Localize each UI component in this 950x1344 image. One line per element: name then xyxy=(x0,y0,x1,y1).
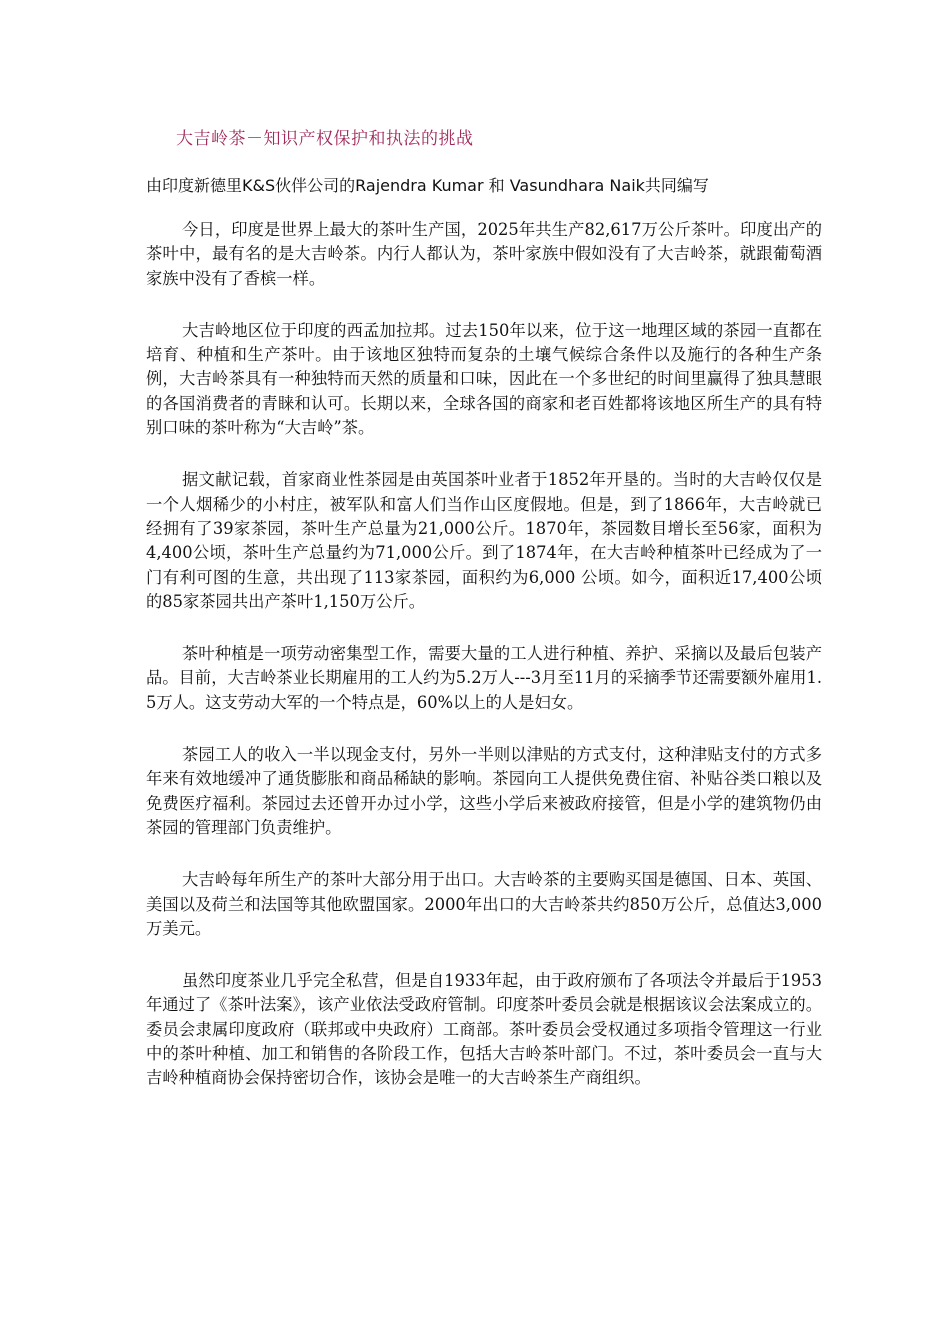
document-body xyxy=(146,218,822,1119)
paragraph-6: 大吉岭每年所生产的茶叶大部分用于出口。大吉岭茶的主要购买国是德国、日本、英国、美国以及荷兰和法国等其他欧盟国家。2000年出口的大吉岭茶共约850万公斤，总值达3,000万美元。 xyxy=(146,870,822,938)
paragraph-3: 据文献记载，首家商业性茶园是由英国茶叶业者于1852年开垦的。当时的大吉岭仅仅是一个人烟稀少的小村庄，被军队和富人们当作山区度假地。但是，到了1866年，大吉岭就已经拥有了39家茶园，茶叶生产总量为21,000公斤。1870年，茶园数目增长至56家，面积为4,400公顷，茶叶生产总量约为71,000公斤。到了1874年，在大吉岭种植茶叶已经成为了一门有利可图的生意，共出现了113家茶园，面积约为6,000 公顷。如今，面积近17,400公顷的85家茶园共出产茶叶1,150万公斤。 xyxy=(146,470,822,611)
document-byline: 由印度新德里K&S伙伴公司的Rajendra Kumar 和 Vasundhara Naik共同编写 xyxy=(146,176,709,195)
document-title: 大吉岭茶－知识产权保护和执法的挑战 xyxy=(176,129,474,149)
paragraph-5: 茶园工人的收入一半以现金支付，另外一半则以津贴的方式支付，这种津贴支付的方式多年来有效地缓冲了通货膨胀和商品稀缺的影响。茶园向工人提供免费住宿、补贴谷类口粮以及免费医疗福利。茶园过去还曾开办过小学，这些小学后来被政府接管，但是小学的建筑物仍由茶园的管理部门负责维护。 xyxy=(146,745,822,837)
paragraph-4: 茶叶种植是一项劳动密集型工作，需要大量的工人进行种植、养护、采摘以及最后包装产品。目前，大吉岭茶业长期雇用的工人约为5.2万人---3月至11月的采摘季节还需要额外雇用1.5万人。这支劳动大军的一个特点是，60%以上的人是妇女。 xyxy=(146,644,822,712)
paragraph-7: 虽然印度茶业几乎完全私营，但是自1933年起，由于政府颁布了各项法令并最后于1953年通过了《茶叶法案》，该产业依法受政府管制。印度茶叶委员会就是根据该议会法案成立的。委员会隶属印度政府（联邦或中央政府）工商部。茶叶委员会受权通过多项指令管理这一行业中的茶叶种植、加工和销售的各阶段工作，包括大吉岭茶叶部门。不过，茶叶委员会一直与大吉岭种植商协会保持密切合作，该协会是唯一的大吉岭茶生产商组织。 xyxy=(146,971,822,1088)
paragraph-1: 今日，印度是世界上最大的茶叶生产国，2025年共生产82,617万公斤茶叶。印度出产的茶叶中，最有名的是大吉岭茶。内行人都认为，茶叶家族中假如没有了大吉岭茶，就跟葡萄酒家族中没有了香槟一样。 xyxy=(146,220,822,288)
paragraph-2: 大吉岭地区位于印度的西孟加拉邦。过去150年以来，位于这一地理区域的茶园一直都在培育、种植和生产茶叶。由于该地区独特而复杂的土壤气候综合条件以及施行的各种生产条例，大吉岭茶具有一种独特而天然的质量和口味，因此在一个多世纪的时间里赢得了独具慧眼的各国消费者的青睐和认可。长期以来，全球各国的商家和老百姓都将该地区所生产的具有特别口味的茶叶称为“大吉岭”茶。 xyxy=(146,320,822,438)
